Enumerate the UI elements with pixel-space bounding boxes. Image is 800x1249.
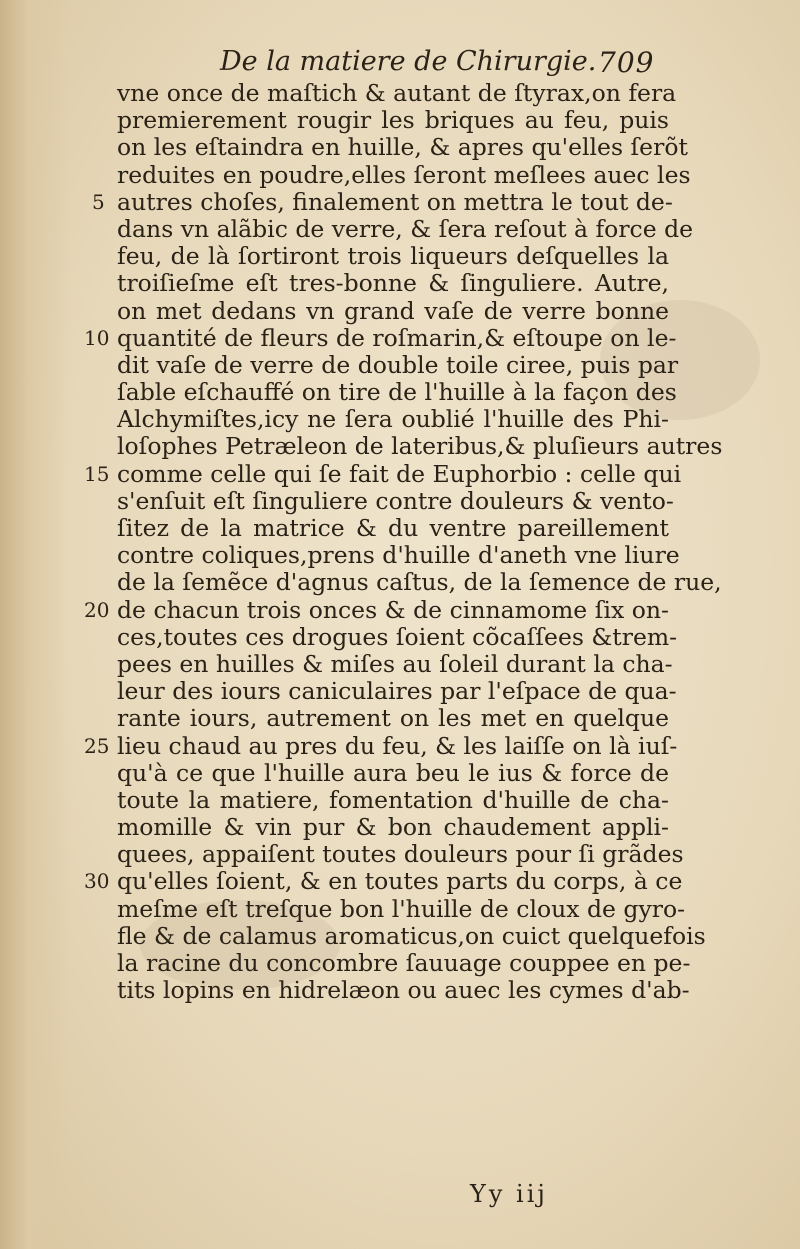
text-line [0,80,800,107]
text-line [0,651,800,678]
text-line [0,298,800,325]
text-line [0,406,800,433]
line-text: dit vaſe de verre de double toile ciree, puis par [117,350,679,379]
text-line [0,814,800,841]
text-line [0,705,800,732]
text-line [0,107,800,134]
text-line [0,325,800,352]
text-line [0,950,800,977]
text-line [0,379,800,406]
line-text: vne once de maſtich & autant de ſtyrax,on fera [117,79,677,107]
text-line [0,569,800,596]
line-text: Alchymiſtes,icy ne ſera oublié l'huille des Phi- [117,405,669,434]
page-number: 709 [598,46,655,79]
line-text: troiſieſme eſt tres-bonne & ſinguliere. Autre, [117,269,669,298]
line-text: contre coliques,prens d'huille d'aneth vne liure [117,541,680,570]
line-text: s'enſuit eſt ſinguliere contre douleurs & vento- [117,486,674,515]
line-text: on les eſtaindra en huille, & apres qu'elles ſerõt [117,133,688,162]
text-line [0,488,800,515]
text-line [0,896,800,923]
text-line [0,433,800,460]
line-text: momille & vin pur & bon chaudement appli- [117,813,669,842]
body-text [0,80,800,1004]
line-text: fle & de calamus aromaticus,on cuict quelquefois [117,921,706,950]
text-line [0,542,800,569]
line-text: de la ſemẽce d'agnus caſtus, de la ſemence de rue, [117,568,722,597]
text-line [0,787,800,814]
text-line [0,977,800,1004]
text-line [0,841,800,868]
line-number: 10 [84,325,110,350]
line-text: tits lopins en hidrelæon ou auec les cymes d'ab- [117,976,690,1005]
line-text: toute la matiere, fomentation d'huille de cha- [117,785,669,814]
line-text: reduites en poudre,elles ſeront meſlees auec les [117,160,691,189]
line-text: autres choſes, finalement on mettra le tout de- [117,187,673,216]
running-title: De la matiere de Chirurgie. [220,46,597,77]
text-line [0,760,800,787]
text-line [0,270,800,297]
text-line [0,216,800,243]
line-text: quantité de fleurs de roſmarin,& eſtoupe on le- [117,323,677,352]
text-line [0,597,800,624]
line-text: ſitez de la matrice & du ventre pareillement [117,514,669,542]
line-text: dans vn alãbic de verre, & ſera reſout à force de [117,214,694,243]
text-line [0,733,800,760]
line-text: meſme eſt treſque bon l'huille de cloux de gyro- [117,894,686,923]
text-line [0,515,800,542]
text-line [0,624,800,651]
line-text: feu, de là ſortiront trois liqueurs deſquelles la [117,242,669,271]
text-line [0,868,800,895]
line-number: 25 [84,733,110,758]
line-number: 30 [84,869,110,894]
line-text: leur des iours caniculaires par l'eſpace de qua- [117,677,677,706]
signature-mark: Yy iij [470,1180,548,1208]
line-text: on met dedans vn grand vaſe de verre bonne [117,296,669,325]
line-text: ces,toutes ces drogues ſoient cõcaſſees &trem- [117,622,678,651]
line-text: de chacun trois onces & de cinnamome ſix on- [117,595,669,624]
line-text: quees, appaiſent toutes douleurs pour ſi grãdes [117,840,684,869]
line-text: loſophes Petræleon de lateribus,& pluſieurs autres [117,432,723,461]
line-text: comme celle qui ſe fait de Euphorbio : celle qui [117,459,682,488]
line-number: 20 [84,597,110,622]
line-text: ſable eſchauffé on tire de l'huille à la façon des [117,378,677,407]
line-text: lieu chaud au pres du feu, & les laiſſe on là iuſ- [117,731,678,760]
line-text: pees en huilles & miſes au ſoleil durant la cha- [117,649,673,678]
page-footer [470,1180,548,1208]
line-text: qu'elles ſoient, & en toutes parts du corps, à ce [117,867,683,896]
text-line [0,352,800,379]
text-line [0,923,800,950]
line-text: rante iours, autrement on les met en quelque [117,704,669,733]
text-line [0,134,800,161]
text-line [0,461,800,488]
line-text: qu'à ce que l'huille aura beu le ius & force de [117,758,669,787]
line-text: la racine du concombre ſauuage couppee en pe- [117,949,691,977]
line-number: 15 [84,461,110,486]
line-text: premierement rougir les briques au feu, puis [117,106,669,135]
text-line [0,162,800,189]
text-line [0,243,800,270]
text-line [0,678,800,705]
text-line [0,189,800,216]
line-number: 5 [92,189,105,214]
